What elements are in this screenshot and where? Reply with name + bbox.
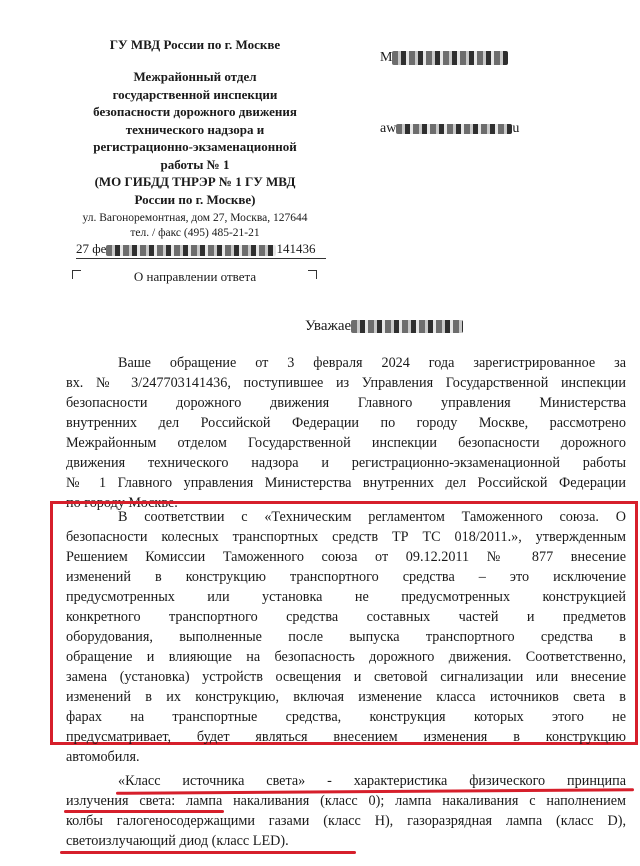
body-line: фарах на транспортные средства, конструкция которых этого не (66, 709, 626, 725)
redacted-recipient-name (392, 51, 508, 65)
body-line: безопасности дорожного движения Главного управления Министерства (66, 395, 626, 411)
body-line: светоизлучающий диод (класс LED). (66, 833, 289, 849)
body-line: оборудования, выполненные после выпуска транспортного средства в (66, 629, 626, 645)
recipient-line-1 (380, 48, 508, 68)
body-line: В соответствии с «Техническим регламентом Таможенного союза. О (118, 509, 626, 525)
body-line: излучения света: лампа накаливания (класс 0); лампа накаливания с наполнением (66, 793, 626, 809)
annotation-underline (64, 810, 224, 813)
body-line: по городу Москве. (66, 495, 178, 511)
recipient-prefix: М (380, 50, 393, 65)
ref-date-prefix: 27 фе (76, 241, 107, 256)
body-line: Межрайонным отделом Государственной инспекции безопасности дорожного (66, 435, 626, 451)
body-line: замена (установка) устройств освещения и световой сигнализации или внесение (66, 669, 626, 685)
body-line: безопасности колесных транспортных средств ТР ТС 018/2011.», утвержденным (66, 529, 626, 545)
body-line: конкретного транспортного средства составных частей и предметов (66, 609, 626, 625)
body-line: внутренних дел Российской Федерации по городу Москве, рассмотрено (66, 415, 626, 431)
phone: тел. / факс (495) 485-21-21 (130, 227, 260, 239)
ref-suffix: 141436 (276, 241, 316, 256)
recipient-suffix: u (512, 121, 520, 136)
department-block (62, 68, 328, 208)
dept-line: государственной инспекции (112, 86, 278, 102)
redacted-ref (106, 245, 276, 256)
body-line: движения технического надзора и регистрационно-экзаменационной работы (66, 455, 626, 471)
body-line: колбы галогеносодержащими газами (класс H), газоразрядная лампа (класс D), (66, 813, 626, 829)
body-line: автомобиля. (66, 749, 140, 765)
redacted-recipient-address (396, 124, 512, 134)
dept-line: регистрационно-экзаменационной (93, 139, 297, 154)
body-line: обращение и влияющие на безопасность дорожного движения. Соответственно, (66, 649, 626, 665)
body-line: предусмотренных или установка не предусмотренных конструкцией (66, 589, 626, 605)
body-line: «Класс источника света» - характеристика физического принципа (118, 773, 626, 789)
subject: О направлении ответа (133, 269, 257, 284)
dept-line: безопасности дорожного движения (93, 104, 297, 119)
body-line: Ваше обращение от 3 февраля 2024 года зарегистрированное за (118, 355, 626, 371)
body-line: Решением Комиссии Таможенного союза от 09.12.2011 № 877 внесение (66, 549, 626, 565)
body-line: вх. № 3/247703141436, поступившее из Управления Государственной инспекции (66, 375, 626, 391)
dept-line: (МО ГИБДД ТНРЭР № 1 ГУ МВД (94, 174, 296, 189)
redacted-greeting-name (351, 320, 463, 333)
reference-line (76, 240, 326, 259)
greeting (305, 316, 463, 336)
address: ул. Вагоноремонтная, дом 27, Москва, 127644 (82, 212, 308, 224)
body-line: изменений в конструкцию транспортного средства – это исключение (66, 569, 626, 585)
recipient-line-2 (380, 119, 519, 139)
body-line: предусматривает, будет являться внесением изменения в конструкцию (66, 729, 626, 745)
dept-line: технического надзора и (125, 121, 265, 137)
org-name: ГУ МВД России по г. Москве (109, 37, 281, 52)
body-line: № 1 Главного управления Министерства внутренних дел Российской Федерации (66, 475, 626, 491)
recipient-prefix-2: aw (380, 121, 397, 136)
dept-line: России по г. Москве) (134, 191, 256, 207)
dept-line: работы № 1 (160, 156, 230, 172)
annotation-underline (60, 851, 356, 854)
greeting-prefix: Уважае (305, 318, 352, 334)
body-line: изменений в их конструкцию, включая изменение класса источников света в (66, 689, 626, 705)
dept-line: Межрайонный отдел (133, 69, 257, 84)
